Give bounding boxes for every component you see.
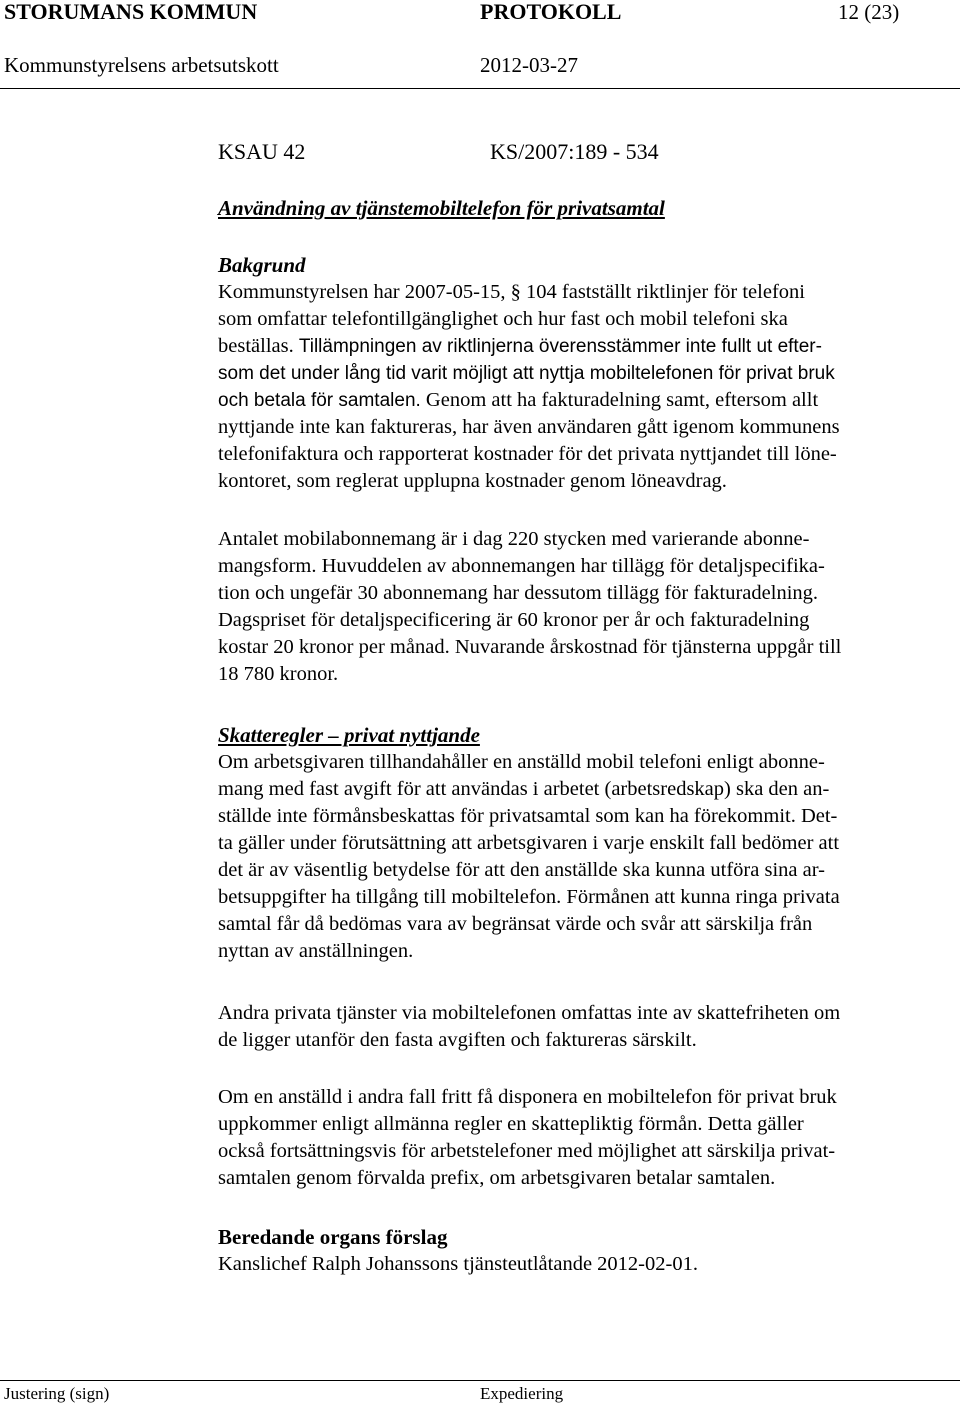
heading-skatteregler: Skatteregler – privat nyttjande	[218, 723, 480, 747]
text-line: telefonifaktura och rapporterat kostnader för det privata nyttjandet till löne-	[218, 443, 837, 465]
text-line	[218, 387, 818, 414]
text-line: också fortsättningsvis för arbetstelefoner med möjlighet att särskilja privat-	[218, 1140, 836, 1162]
text-line: ta gäller under förutsättning att arbetsgivaren i varje enskilt fall bedömer att	[218, 832, 840, 854]
text-segment: och betala för samtalen.	[218, 390, 421, 411]
text-segment: Tillämpningen av riktlinjerna överensstämmer inte fullt ut efter-	[298, 336, 822, 357]
text-line: de ligger utanför den fasta avgiften och faktureras särskilt.	[218, 1029, 697, 1051]
header-date: 2012-03-27	[480, 53, 578, 77]
section-number: KSAU 42	[218, 139, 306, 164]
text-line: Andra privata tjänster via mobiltelefonen omfattas inte av skattefriheten om	[218, 1002, 841, 1024]
text-line	[218, 333, 822, 360]
header-page: 12 (23)	[838, 0, 900, 24]
text-line: betsuppgifter ha tillgång till mobiltelefon. Förmånen att kunna ringa privata	[218, 886, 840, 908]
text-line: uppkommer enligt allmänna regler en skattepliktig förmån. Detta gäller	[218, 1113, 804, 1135]
document-title: Användning av tjänstemobiltelefon för privatsamtal	[218, 196, 665, 220]
header-rule	[0, 88, 960, 89]
footer-rule	[0, 1380, 960, 1381]
text-line: Dagspriset för detaljspecificering är 60 kronor per år och fakturadelning	[218, 609, 810, 631]
text-line: som det under lång tid varit möjligt att nyttja mobiltelefonen för privat bruk	[218, 363, 835, 384]
text-line: samtal får då bedömas vara av begränsat värde och svår att särskilja från	[218, 913, 813, 935]
text-line: kostar 20 kronor per månad. Nuvarande årskostnad för tjänsterna uppgår till	[218, 636, 842, 658]
text-line: Om en anställd i andra fall fritt få disponera en mobiltelefon för privat bruk	[218, 1086, 837, 1108]
text-line: Kommunstyrelsen har 2007-05-15, § 104 fastställt riktlinjer för telefoni	[218, 281, 805, 303]
header-doc-type: PROTOKOLL	[480, 0, 622, 24]
text-line: samtalen genom förvalda prefix, om arbetsgivaren betalar samtalen.	[218, 1167, 776, 1189]
text-line: 18 780 kronor.	[218, 663, 339, 685]
text-line: mang med fast avgift för att användas i arbetet (arbetsredskap) ska den an-	[218, 778, 830, 800]
text-line: mangsform. Huvuddelen av abonnemangen har tillägg för detaljspecifika-	[218, 555, 825, 577]
header-body: Kommunstyrelsens arbetsutskott	[4, 53, 279, 77]
text-line: Kanslichef Ralph Johanssons tjänsteutlåtande 2012-02-01.	[218, 1253, 698, 1275]
heading-bakgrund: Bakgrund	[218, 253, 306, 277]
text-line: Om arbetsgivaren tillhandahåller en anställd mobil telefoni enligt abonne-	[218, 751, 825, 773]
text-line: ställde inte förmånsbeskattas för privatsamtal som kan ha förekommit. Det-	[218, 805, 838, 827]
text-line: Antalet mobilabonnemang är i dag 220 stycken med varierande abonne-	[218, 528, 810, 550]
footer-justering: Justering (sign)	[4, 1384, 110, 1403]
text-line: kontoret, som reglerat upplupna kostnader genom löneavdrag.	[218, 470, 727, 492]
text-line: nyttan av anställningen.	[218, 940, 414, 962]
text-line: nyttjande inte kan faktureras, har även användaren gått igenom kommunens	[218, 416, 840, 438]
footer-expediering: Expediering	[480, 1384, 564, 1403]
text-segment: beställas.	[218, 335, 294, 357]
text-line: tion och ungefär 30 abonnemang har dessutom tillägg för fakturadelning.	[218, 582, 819, 604]
text-line: som omfattar telefontillgänglighet och hur fast och mobil telefoni ska	[218, 308, 788, 330]
header-org: STORUMANS KOMMUN	[4, 0, 258, 24]
text-line: det är av väsentlig betydelse för att den anställde ska kunna utföra sina ar-	[218, 859, 825, 881]
section-case: KS/2007:189 - 534	[490, 139, 659, 164]
heading-forslag: Beredande organs förslag	[218, 1225, 448, 1249]
text-segment: Genom att ha fakturadelning samt, eftersom allt	[425, 389, 819, 411]
